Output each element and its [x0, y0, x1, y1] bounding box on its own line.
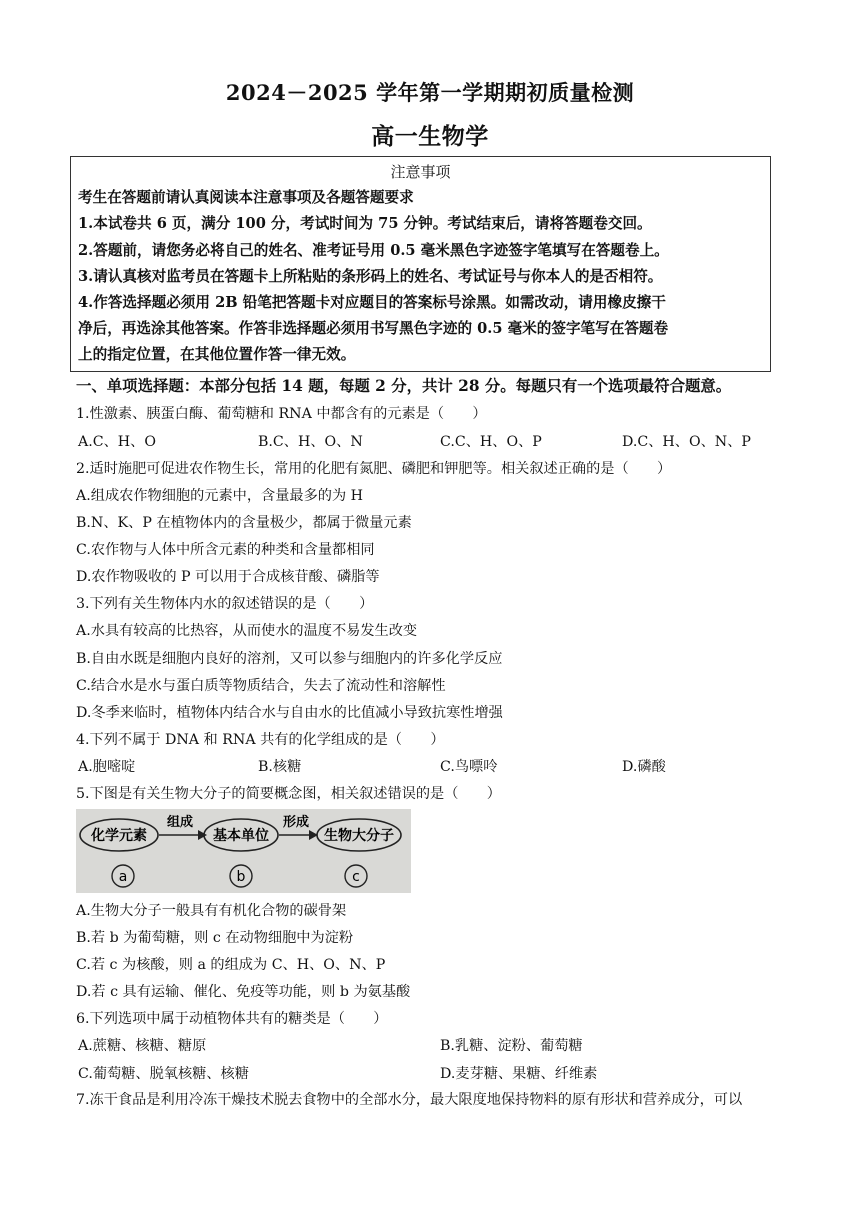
- notice-box: [70, 156, 771, 372]
- q3-option-c: C.结合水是水与蛋白质等物质结合，失去了流动性和溶解性: [76, 678, 446, 694]
- section-heading: 一、单项选择题：本部分包括 14 题，每题 2 分，共计 28 分。每题只有一个选项最符合题意。: [76, 377, 732, 395]
- q1-option-a: A.C、H、O: [78, 434, 156, 450]
- q2-option-d: D.农作物吸收的 P 可以用于合成核苷酸、磷脂等: [76, 569, 380, 585]
- node-chemical-elements: 化学元素: [91, 828, 147, 844]
- q3-option-b: B.自由水既是细胞内良好的溶剂，又可以参与细胞内的许多化学反应: [76, 651, 503, 667]
- q5-option-c: C.若 c 为核酸，则 a 的组成为 C、H、O、N、P: [76, 957, 386, 973]
- q1-option-c: C.C、H、O、P: [440, 434, 542, 450]
- q3-option-a: A.水具有较高的比热容，从而使水的温度不易发生改变: [76, 623, 418, 639]
- node-basic-unit: 基本单位: [213, 828, 269, 844]
- q6-option-d: D.麦芽糖、果糖、纤维素: [440, 1066, 598, 1082]
- question-6-stem: 6.下列选项中属于动植物体共有的糖类是（ ）: [76, 1011, 388, 1027]
- q3-option-d: D.冬季来临时，植物体内结合水与自由水的比值减小导致抗寒性增强: [76, 705, 503, 721]
- exam-title: 2024－2025 学年第一学期期初质量检测: [225, 80, 635, 105]
- q1-option-d: D.C、H、O、N、P: [622, 434, 751, 450]
- marker-a: a: [118, 869, 128, 885]
- concept-diagram-svg: [76, 809, 411, 893]
- q5-option-b: B.若 b 为葡萄糖，则 c 在动物细胞中为淀粉: [76, 930, 354, 946]
- notice-line: 1.本试卷共 6 页，满分 100 分，考试时间为 75 分钟。考试结束后，请将答题卷交回。: [78, 215, 652, 233]
- notice-line: 上的指定位置，在其他位置作答一律无效。: [78, 346, 356, 364]
- q1-option-b: B.C、H、O、N: [258, 434, 363, 450]
- exam-subject: 高一生物学: [371, 123, 489, 150]
- question-3-stem: 3.下列有关生物体内水的叙述错误的是（ ）: [76, 596, 374, 612]
- q5-option-d: D.若 c 具有运输、催化、免疫等功能，则 b 为氨基酸: [76, 984, 411, 1000]
- arrow-label-compose: 组成: [166, 815, 194, 830]
- question-1-stem: 1.性激素、胰蛋白酶、葡萄糖和 RNA 中都含有的元素是（ ）: [76, 406, 487, 422]
- q2-option-a: A.组成农作物细胞的元素中，含量最多的为 H: [76, 488, 364, 504]
- q4-option-a: A.胞嘧啶: [78, 759, 136, 775]
- notice-line: 考生在答题前请认真阅读本注意事项及各题答题要求: [78, 189, 414, 207]
- question-4-stem: 4.下列不属于 DNA 和 RNA 共有的化学组成的是（ ）: [76, 732, 445, 748]
- node-biomacromolecule: 生物大分子: [324, 828, 394, 844]
- q6-option-b: B.乳糖、淀粉、葡萄糖: [440, 1038, 583, 1054]
- q6-option-a: A.蔗糖、核糖、糖原: [78, 1038, 207, 1054]
- marker-b: b: [236, 869, 246, 885]
- q2-option-b: B.N、K、P 在植物体内的含量极少，都属于微量元素: [76, 515, 412, 531]
- q4-option-b: B.核糖: [258, 759, 302, 775]
- question-2-stem: 2.适时施肥可促进农作物生长，常用的化肥有氮肥、磷肥和钾肥等。相关叙述正确的是（ ）: [76, 461, 672, 477]
- question-5-stem: 5.下图是有关生物大分子的简要概念图，相关叙述错误的是（ ）: [76, 786, 501, 802]
- notice-line: 4.作答选择题必须用 2B 铅笔把答题卡对应题目的答案标号涂黑。如需改动，请用橡皮擦干: [78, 294, 666, 312]
- q4-option-c: C.鸟嘌呤: [440, 759, 498, 775]
- notice-line: 净后，再选涂其他答案。作答非选择题必须用书写黑色字迹的 0.5 毫米的签字笔写在答题卷: [78, 320, 669, 338]
- marker-c: c: [352, 869, 360, 885]
- notice-heading: 注意事项: [390, 163, 451, 181]
- arrow-label-form: 形成: [282, 815, 310, 830]
- notice-line: 2.答题前，请您务必将自己的姓名、准考证号用 0.5 毫米黑色字迹签字笔填写在答题卷上。: [78, 241, 669, 259]
- q2-option-c: C.农作物与人体中所含元素的种类和含量都相同: [76, 542, 375, 558]
- q6-option-c: C.葡萄糖、脱氧核糖、核糖: [78, 1066, 249, 1082]
- question-7-stem: 7.冻干食品是利用冷冻干燥技术脱去食物中的全部水分，最大限度地保持物料的原有形状和营养成分，可以: [76, 1092, 743, 1108]
- q4-option-d: D.磷酸: [622, 759, 666, 775]
- concept-diagram: [76, 809, 411, 893]
- notice-line: 3.请认真核对监考员在答题卡上所粘贴的条形码上的姓名、考试证号与你本人的是否相符。: [78, 267, 663, 285]
- q5-option-a: A.生物大分子一般具有有机化合物的碳骨架: [76, 903, 347, 919]
